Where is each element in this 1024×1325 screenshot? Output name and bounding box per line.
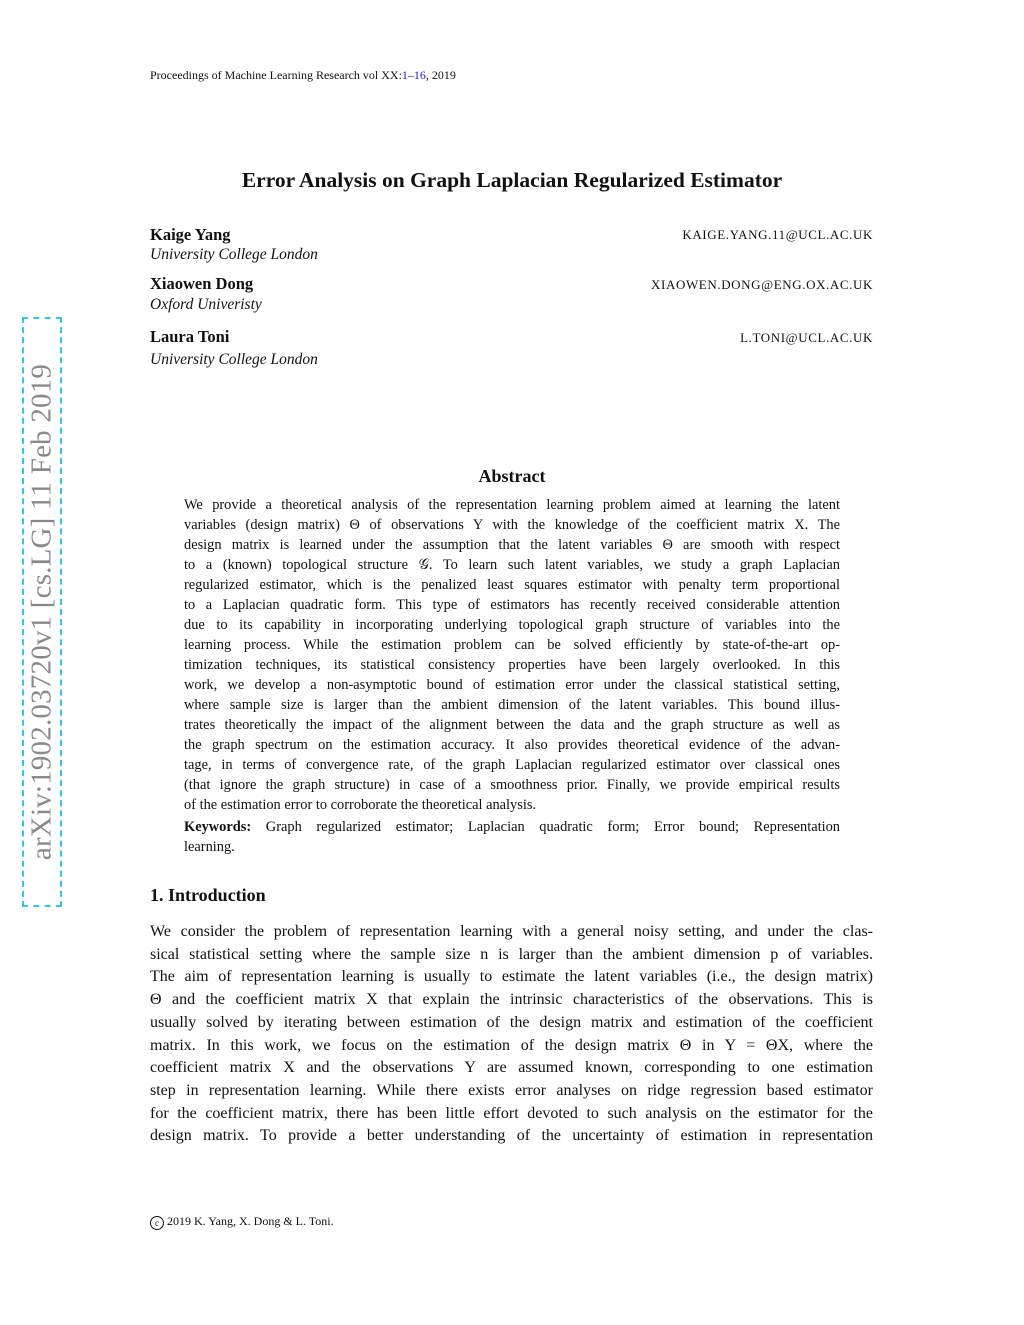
abstract-line: We provide a theoretical analysis of the representation learning problem aimed at learning the latent	[184, 497, 840, 513]
header-prefix: Proceedings of Machine Learning Research vol XX:	[150, 68, 402, 82]
paper-title: Error Analysis on Graph Laplacian Regularized Estimator	[241, 168, 783, 192]
abstract-line: variables (design matrix) Θ of observations Y with the knowledge of the coefficient matrix X. The	[184, 517, 840, 533]
abstract-line: timization techniques, its statistical consistency properties have been largely overlooked. In this	[184, 657, 840, 673]
abstract-line: of the estimation error to corroborate the theoretical analysis.	[184, 797, 537, 813]
page-start-link[interactable]: 1	[401, 68, 408, 82]
abstract-line: where sample size is larger than the ambient dimension of the latent variables. This bound illus-	[184, 697, 840, 713]
author-affiliation: Oxford Univeristy	[150, 296, 262, 313]
page-end-link[interactable]: 16	[413, 68, 426, 82]
introduction-body	[150, 921, 873, 1148]
author-affiliation: University College London	[150, 246, 318, 263]
abstract-line: regularized estimator, which is the penalized least squares estimator with penalty term proportional	[184, 577, 840, 593]
abstract-line: due to its capability in incorporating underlying topological graph structure of variables into the	[184, 617, 840, 633]
intro-line: We consider the problem of representation learning with a general noisy setting, and under the clas-	[150, 923, 873, 940]
abstract-line: to a (known) topological structure 𝒢. To learn such latent variables, we study a graph Laplacian	[184, 557, 840, 573]
arxiv-stamp-box[interactable]	[22, 317, 62, 907]
abstract-line: work, we develop a non-asymptotic bound of estimation error under the classical statistical setting,	[184, 677, 840, 693]
proceedings-header	[150, 68, 456, 83]
intro-line: design matrix. To provide a better understanding of the uncertainty of estimation in representation	[150, 1127, 873, 1145]
abstract-heading: Abstract	[478, 466, 546, 486]
author-email[interactable]: KAIGE.YANG.11@UCL.AC.UK	[682, 227, 873, 242]
intro-line: step in representation learning. While there exists error analyses on ridge regression based estimator	[150, 1081, 873, 1099]
abstract-line: tage, in terms of convergence rate, of the graph Laplacian regularized estimator over classical ones	[184, 757, 840, 773]
copyright-text: 2019 K. Yang, X. Dong & L. Toni.	[167, 1214, 334, 1228]
page-range-dash: –	[407, 68, 414, 82]
author-name: Laura Toni	[150, 327, 230, 346]
abstract-line: the graph spectrum on the estimation accuracy. It also provides theoretical evidence of the advan-	[184, 737, 840, 753]
intro-line: sical statistical setting where the sample size n is larger than the ambient dimension p of variables.	[150, 945, 873, 963]
abstract-line: to a Laplacian quadratic form. This type of estimators has recently received considerable attention	[184, 597, 840, 613]
author-email[interactable]: XIAOWEN.DONG@ENG.OX.AC.UK	[651, 277, 873, 292]
abstract-line: learning process. While the estimation problem can be solved efficiently by state-of-the-art op-	[184, 637, 840, 653]
author-affiliation: University College London	[150, 351, 318, 368]
intro-line: The aim of representation learning is usually to estimate the latent variables (i.e., the design matrix)	[150, 968, 873, 986]
copyright-footer	[150, 1214, 334, 1230]
abstract-line: (that ignore the graph structure) in case of a smoothness prior. Finally, we provide empirical results	[184, 777, 840, 793]
header-year: , 2019	[425, 68, 456, 82]
copyright-icon: c	[150, 1216, 164, 1230]
author-name: Xiaowen Dong	[150, 274, 254, 293]
abstract-line: trates theoretically the impact of the alignment between the data and the graph structure as well as	[184, 717, 840, 733]
abstract-line: design matrix is learned under the assumption that the latent variables Θ are smooth with respect	[184, 537, 840, 553]
intro-line: usually solved by iterating between estimation of the design matrix and estimation of the coefficient	[150, 1013, 873, 1031]
intro-line: for the coefficient matrix, there has been little effort devoted to such analysis on the estimator for the	[150, 1104, 873, 1122]
arxiv-stamp-text: arXiv:1902.03720v1 [cs.LG] 11 Feb 2019	[25, 363, 58, 861]
keywords-label: Keywords:	[184, 819, 252, 835]
keywords	[184, 817, 840, 857]
abstract-body	[184, 495, 840, 815]
intro-line: matrix. In this work, we focus on the estimation of the design matrix Θ in Y = ΘX, where the	[150, 1036, 873, 1054]
author-name: Kaige Yang	[150, 225, 231, 244]
intro-line: coefficient matrix X and the observations Y are assumed known, corresponding to one estimation	[150, 1059, 873, 1077]
keywords-text: learning.	[184, 839, 235, 855]
author-email[interactable]: L.TONI@UCL.AC.UK	[740, 330, 873, 345]
keywords-text: Graph regularized estimator; Laplacian quadratic form; Error bound; Representation	[265, 819, 840, 835]
intro-line: Θ and the coefficient matrix X that explain the intrinsic characteristics of the observations. This is	[150, 991, 873, 1009]
section-heading: 1. Introduction	[150, 885, 266, 905]
